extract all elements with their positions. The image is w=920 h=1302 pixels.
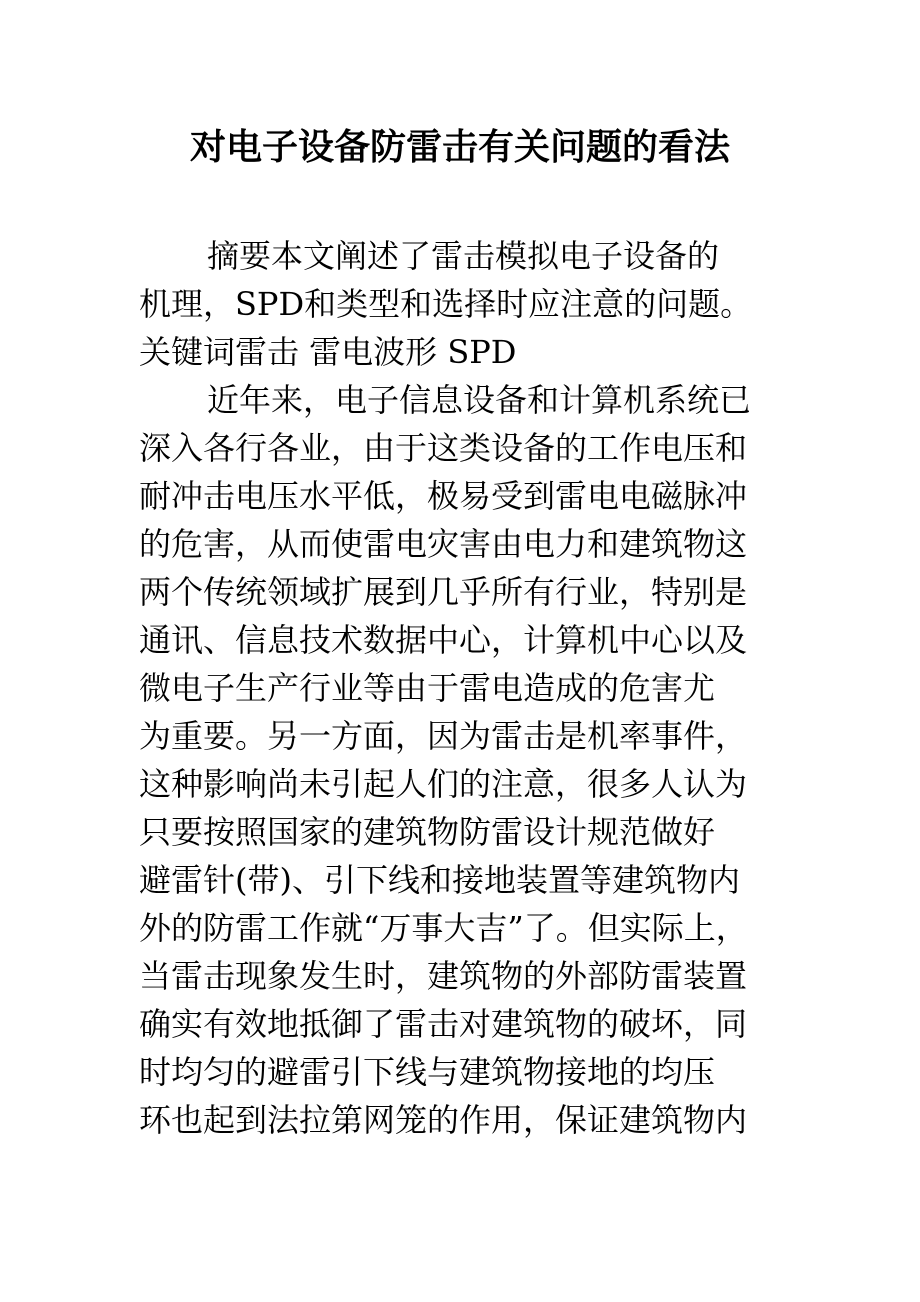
paragraph-line-3: 耐冲击电压水平低，极易受到雷电电磁脉冲 xyxy=(139,477,748,515)
paragraph-line-6: 通讯、信息技术数据中心，计算机中心以及 xyxy=(139,621,748,659)
paragraph-line-15: 时均匀的避雷引下线与建筑物接地的均压 xyxy=(139,1053,716,1091)
paragraph-line-12: 外的防雷工作就“万事大吉”了。但实际上， xyxy=(139,909,748,947)
paragraph-line-1: 近年来，电子信息设备和计算机系统已 xyxy=(207,381,752,419)
paragraph-line-2: 深入各行各业，由于这类设备的工作电压和 xyxy=(139,429,748,467)
paragraph-line-4: 的危害，从而使雷电灾害由电力和建筑物这 xyxy=(139,525,748,563)
keywords-line: 关键词雷击 雷电波形 SPD xyxy=(139,333,517,371)
paragraph-line-14: 确实有效地抵御了雷击对建筑物的破坏，同 xyxy=(139,1005,748,1043)
abstract-line-2: 机理，SPD和类型和选择时应注意的问题。 xyxy=(139,285,753,323)
paragraph-line-13: 当雷击现象发生时，建筑物的外部防雷装置 xyxy=(139,957,748,995)
document-title: 对电子设备防雷击有关问题的看法 xyxy=(189,127,730,168)
document-body xyxy=(139,232,799,1144)
paragraph-line-9: 这种影响尚未引起人们的注意，很多人认为 xyxy=(139,765,748,803)
paragraph-line-16: 环也起到法拉第网笼的作用，保证建筑物内 xyxy=(139,1101,748,1139)
paragraph-line-8: 为重要。另一方面，因为雷击是机率事件， xyxy=(139,717,748,755)
paragraph-line-11: 避雷针(带)、引下线和接地装置等建筑物内 xyxy=(139,861,740,899)
paragraph-line-5: 两个传统领域扩展到几乎所有行业，特别是 xyxy=(139,573,748,611)
paragraph-line-7: 微电子生产行业等由于雷电造成的危害尤 xyxy=(139,669,716,707)
abstract-line-1: 摘要本文阐述了雷击模拟电子设备的 xyxy=(207,237,720,275)
paragraph-line-10: 只要按照国家的建筑物防雷设计规范做好 xyxy=(139,813,716,851)
